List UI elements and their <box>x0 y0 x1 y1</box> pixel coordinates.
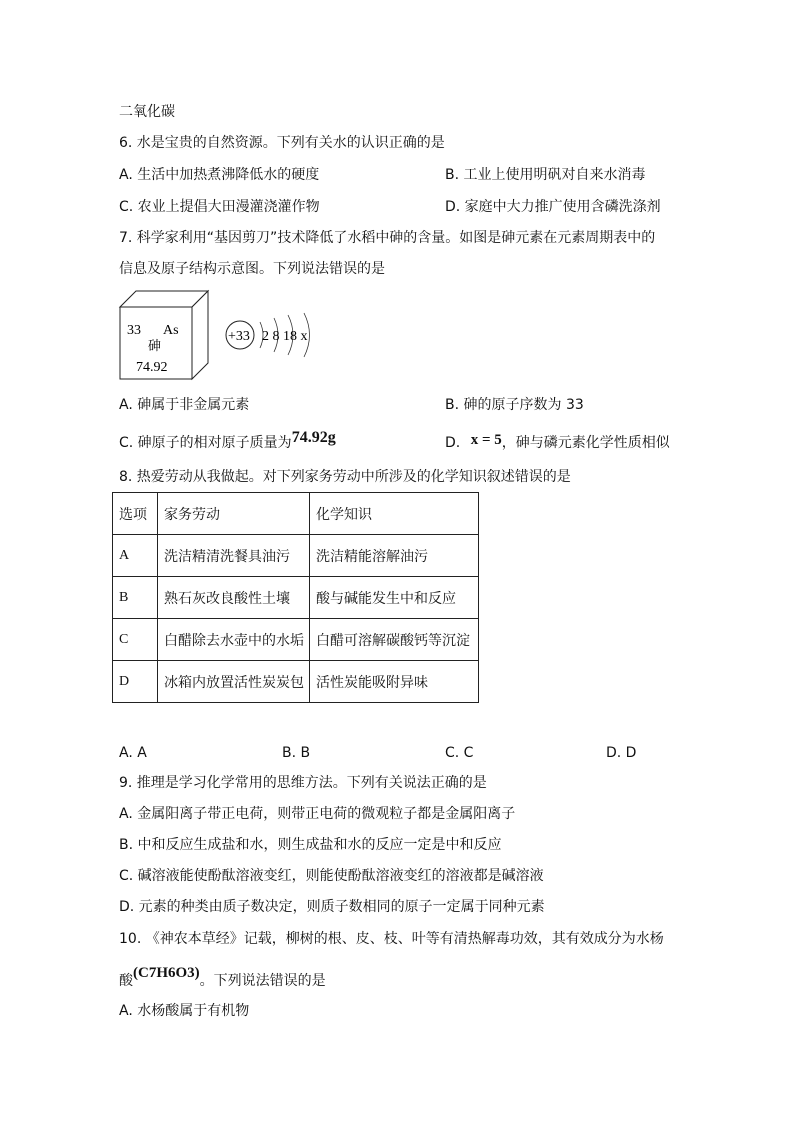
element-number: 33 <box>127 323 141 338</box>
q7-option-a: A. 砷属于非金属元素 <box>119 397 250 413</box>
q9-option-a: A. 金属阳离子带正电荷，则带正电荷的微观粒子都是金属阳离子 <box>119 806 516 822</box>
q8-table <box>112 492 479 703</box>
table-cell: 熟石灰改良酸性土壤 <box>158 577 310 619</box>
q7-option-d-text: ，砷与磷元素化学性质相似 <box>501 435 670 451</box>
q7-option-d-formula: x = 5 <box>470 432 502 448</box>
table-cell: B <box>113 577 158 619</box>
q7-option-c-formula: 74.92g <box>291 429 336 446</box>
q7-option-d-prefix: D. <box>445 435 461 451</box>
q7-option-d <box>445 434 670 452</box>
q10-stem-line1: 10. 《神农本草经》记载，柳树的根、皮、枝、叶等有清热解毒功效，其有效成分为水杨 <box>119 931 664 947</box>
q8-option-c: C. C <box>445 745 474 761</box>
table-cell: 白醋除去水壶中的水垢 <box>158 619 310 661</box>
q10-stem-prefix: 酸 <box>119 973 133 989</box>
q10-stem-line2 <box>119 965 326 990</box>
table-cell: D <box>113 661 158 703</box>
intro-tail: 二氧化碳 <box>119 104 175 120</box>
table-cell: A <box>113 535 158 577</box>
table-row <box>113 577 479 619</box>
q8-option-b: B. B <box>282 745 311 761</box>
table-header-row <box>113 493 479 535</box>
q9-option-d: D. 元素的种类由质子数决定，则质子数相同的原子一定属于同种元素 <box>119 899 545 915</box>
q8-stem: 8. 热爱劳动从我做起。对下列家务劳动中所涉及的化学知识叙述错误的是 <box>119 469 571 485</box>
element-mass: 74.92 <box>136 360 168 375</box>
table-row <box>113 535 479 577</box>
q7-option-c <box>119 429 336 452</box>
q10-stem-suffix: 。下列说法错误的是 <box>199 973 326 989</box>
table-cell: 洗洁精清洗餐具油污 <box>158 535 310 577</box>
q7-stem-line2: 信息及原子结构示意图。下列说法错误的是 <box>119 261 385 277</box>
q9-stem: 9. 推理是学习化学常用的思维方法。下列有关说法正确的是 <box>119 775 487 791</box>
table-row <box>113 661 479 703</box>
table-header-cell: 家务劳动 <box>158 493 310 535</box>
q7-option-c-text: C. 砷原子的相对原子质量为 <box>119 435 292 451</box>
q7-stem-line1: 7. 科学家利用“基因剪刀”技术降低了水稻中砷的含量。如图是砷元素在元素周期表中的 <box>119 230 656 246</box>
table-cell: 白醋可溶解碳酸钙等沉淀 <box>310 619 479 661</box>
atom-structure-diagram <box>222 312 322 358</box>
q6-option-a: A. 生活中加热煮沸降低水的硬度 <box>119 167 320 183</box>
q6-option-d: D. 家庭中大力推广使用含磷洗涤剂 <box>445 199 661 215</box>
table-cell: C <box>113 619 158 661</box>
element-symbol: As <box>163 323 179 338</box>
q10-formula: (C7H6O3) <box>133 965 200 981</box>
element-name: 砷 <box>148 339 162 354</box>
element-cell-figure <box>118 289 210 381</box>
q9-option-b: B. 中和反应生成盐和水，则生成盐和水的反应一定是中和反应 <box>119 837 502 853</box>
table-cell: 酸与碱能发生中和反应 <box>310 577 479 619</box>
q10-option-a: A. 水杨酸属于有机物 <box>119 1003 250 1019</box>
q7-option-b: B. 砷的原子序数为 33 <box>445 397 584 413</box>
table-row <box>113 619 479 661</box>
table-cell: 冰箱内放置活性炭炭包 <box>158 661 310 703</box>
q8-option-d: D. D <box>606 745 637 761</box>
table-cell: 活性炭能吸附异味 <box>310 661 479 703</box>
q6-option-c: C. 农业上提倡大田漫灌浇灌作物 <box>119 199 320 215</box>
q6-option-b: B. 工业上使用明矾对自来水消毒 <box>445 167 646 183</box>
table-header-cell: 选项 <box>113 493 158 535</box>
table-cell: 洗洁精能溶解油污 <box>310 535 479 577</box>
table-header-cell: 化学知识 <box>310 493 479 535</box>
electron-shells: 2 8 18 x <box>262 329 308 344</box>
q6-stem: 6. 水是宝贵的自然资源。下列有关水的认识正确的是 <box>119 135 445 151</box>
q8-option-a: A. A <box>119 745 147 761</box>
q9-option-c: C. 碱溶液能使酚酞溶液变红，则能使酚酞溶液变红的溶液都是碱溶液 <box>119 868 544 884</box>
nucleus-charge: +33 <box>228 329 250 344</box>
